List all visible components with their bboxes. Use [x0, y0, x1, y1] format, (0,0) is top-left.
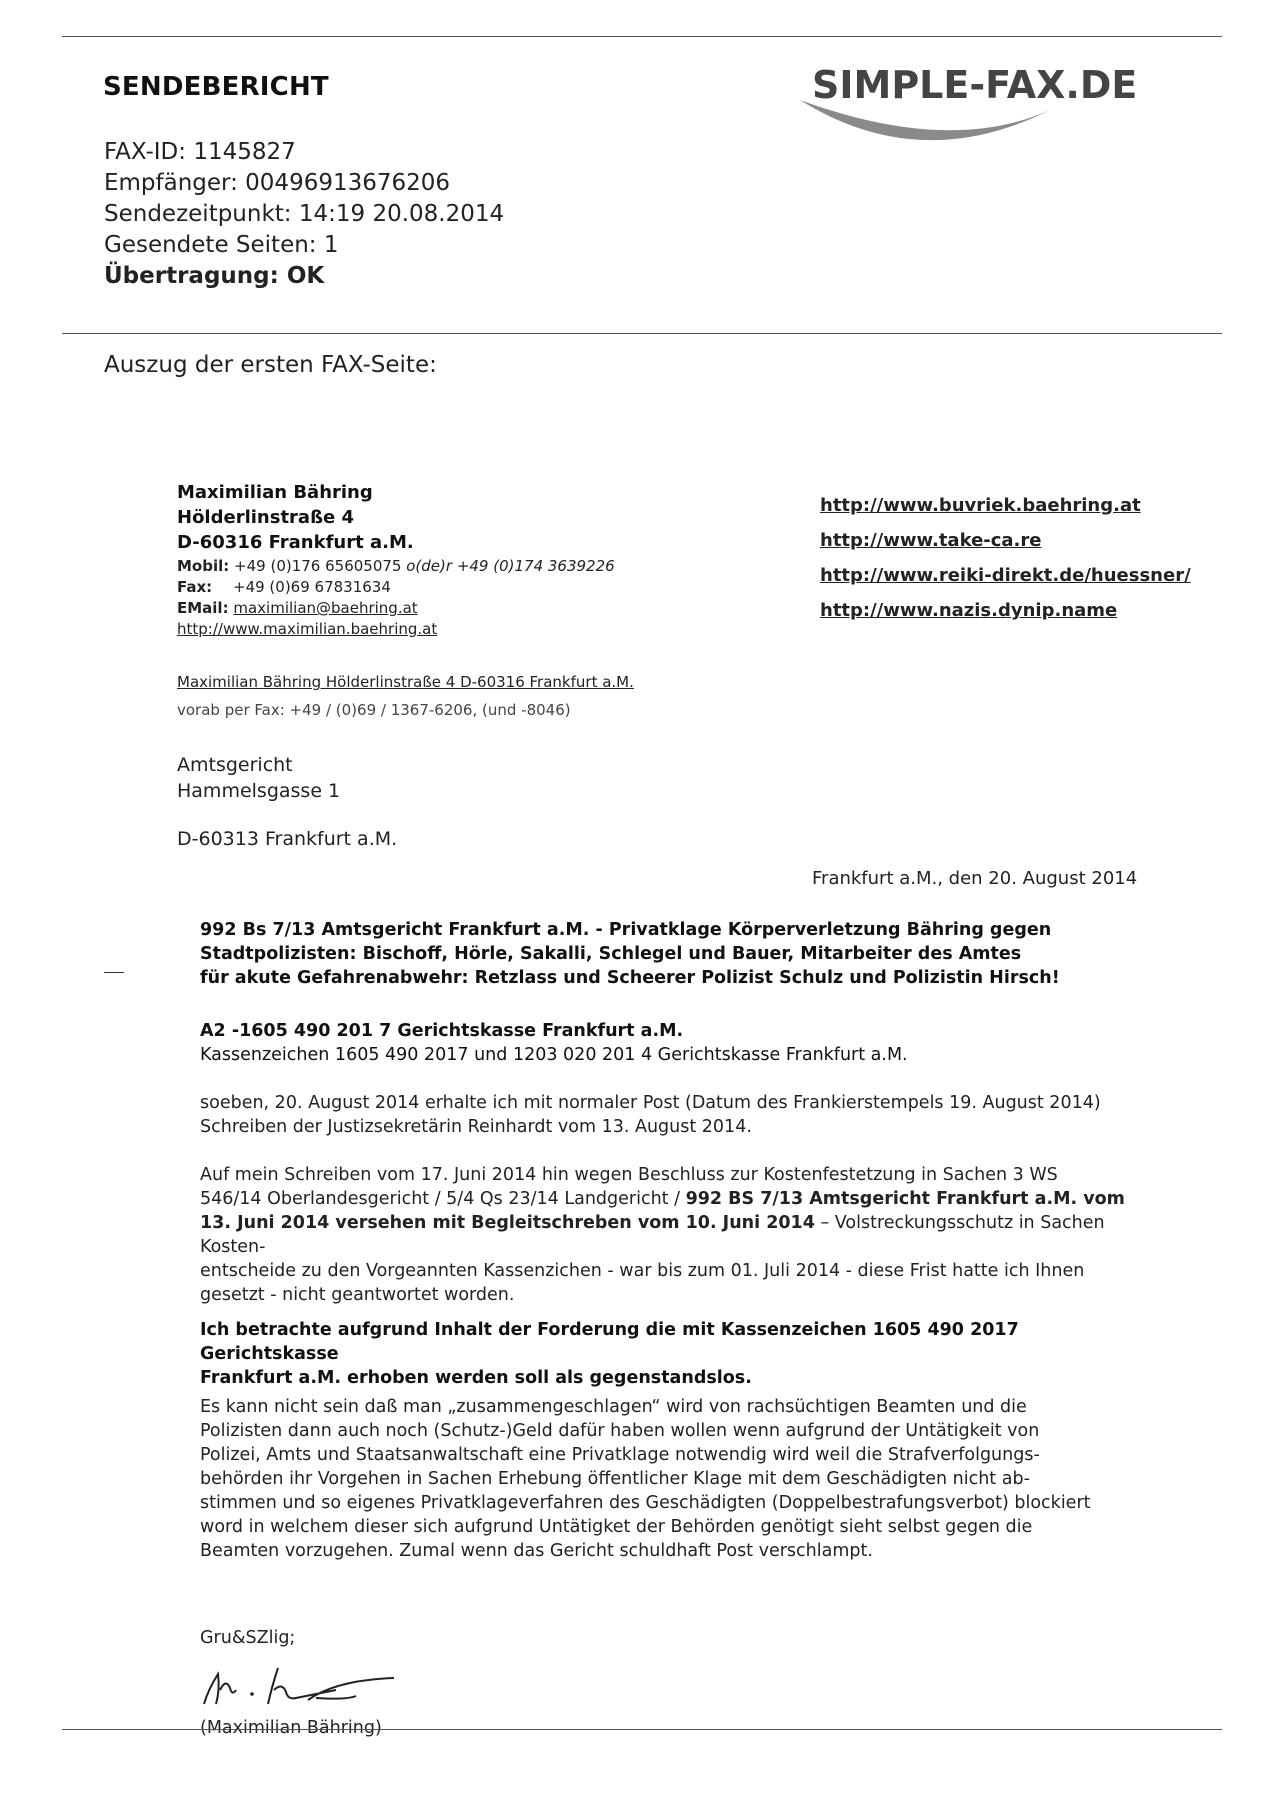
fax-number: +49 (0)69 67831634	[233, 578, 391, 596]
fax-status-block	[104, 137, 504, 292]
paragraph-1	[200, 1091, 1140, 1139]
paragraph-bold-text: 13. Juni 2014 versehen mit Begleitschreben vom 10. Juni 2014	[200, 1213, 815, 1233]
paragraph-line: Auf mein Schreiben vom 17. Juni 2014 hin wegen Beschluss zur Kostenfestetzung in Sachen 3 WS	[200, 1165, 1058, 1185]
paragraph-bold-text: 992 BS 7/13 Amtsgericht Frankfurt a.M. vom	[685, 1189, 1125, 1209]
subject-line: für akute Gefahrenabwehr: Retzlass und Scheerer Polizist Schulz und Polizistin Hirsch!	[200, 968, 1060, 988]
closing-greeting: Gru&SZlig;	[200, 1628, 296, 1648]
subject-block	[200, 918, 1060, 990]
reference-line: Kassenzeichen 1605 490 2017 und 1203 020 201 4 Gerichtskasse Frankfurt a.M.	[200, 1045, 908, 1065]
recipient-address	[177, 752, 397, 852]
sender-name: Maximilian Bähring	[177, 482, 373, 503]
paragraph-line: gesetzt - nicht geantwortet worden.	[200, 1285, 515, 1305]
bottom-divider	[62, 1729, 1222, 1730]
sender-address	[177, 480, 414, 555]
paragraph-line	[200, 1187, 1140, 1211]
return-address: Maximilian Bähring Hölderlinstraße 4 D-60316 Frankfurt a.M.	[177, 673, 634, 691]
paragraph-line	[200, 1211, 1140, 1259]
excerpt-label: Auszug der ersten FAX-Seite:	[104, 352, 437, 378]
paragraph-line: behörden ihr Vorgehen in Sachen Erhebung öffentlicher Klage mit dem Geschädigten nicht ab-	[200, 1469, 1030, 1489]
subject-line: Stadtpolizisten: Bischoff, Hörle, Sakalli, Schlegel und Bauer, Mitarbeiter des Amtes	[200, 944, 1022, 964]
link-item[interactable]: http://www.buvriek.baehring.at	[820, 495, 1141, 516]
link-item[interactable]: http://www.nazis.dynip.name	[820, 600, 1118, 621]
paragraph-line: stimmen und so eigenes Privatklageverfahren des Geschädigten (Doppelbestrafungsverbot) blockiert	[200, 1493, 1091, 1513]
fax-label: Fax:	[177, 578, 213, 596]
reference-bold: A2 -1605 490 201 7 Gerichtskasse Frankfurt a.M.	[200, 1021, 684, 1041]
fold-mark	[104, 972, 124, 973]
subject-line: 992 Bs 7/13 Amtsgericht Frankfurt a.M. - Privatklage Körperverletzung Bähring gegen	[200, 920, 1052, 940]
paragraph-line: Es kann nicht sein daß man „zusammengeschlagen“ wird von rachsüchtigen Beamten und die	[200, 1397, 1027, 1417]
paragraph-text: 546/14 Oberlandesgericht / 5/4 Qs 23/14 Landgericht /	[200, 1189, 686, 1209]
link-item[interactable]: http://www.take-ca.re	[820, 530, 1042, 551]
handwritten-signature	[196, 1660, 416, 1712]
fax-recipient: Empfänger: 00496913676206	[104, 170, 451, 196]
signature-name: (Maximilian Bähring)	[200, 1718, 382, 1738]
mobil-number: +49 (0)176 65605075	[234, 557, 402, 575]
fax-advance-note: vorab per Fax: +49 / (0)69 / 1367-6206, (und -8046)	[177, 701, 571, 719]
paragraph-line: Schreiben der Justizsekretärin Reinhardt vom 13. August 2014.	[200, 1117, 752, 1137]
transmission-status: Übertragung: OK	[104, 263, 325, 289]
sender-street: Hölderlinstraße 4	[177, 507, 355, 528]
paragraph-line: Ich betrachte aufgrund Inhalt der Forderung die mit Kassenzeichen 1605 490 2017 Gerichtskasse	[200, 1320, 1019, 1364]
paragraph-line: Polizisten dann auch noch (Schutz-)Geld dafür haben wollen wenn aufgrund der Untätigkeit von	[200, 1421, 1040, 1441]
paragraph-line: Polizei, Amts und Staatsanwaltschaft eine Privatklage notwendig wird weil die Strafverfolgungs-	[200, 1445, 1040, 1465]
top-divider	[62, 36, 1222, 37]
simple-fax-logo	[800, 60, 1220, 150]
pages-sent: Gesendete Seiten: 1	[104, 232, 339, 258]
reference-block	[200, 1019, 908, 1067]
paragraph-2	[200, 1163, 1140, 1307]
recipient-line-1: Amtsgericht	[177, 754, 293, 776]
fax-id: FAX-ID: 1145827	[104, 139, 296, 165]
mobil-alt-number: o(de)r +49 (0)174 3639226	[406, 557, 615, 575]
paragraph-text: – Volstreckungsschutz in Sachen Kosten-	[200, 1213, 1105, 1257]
recipient-city: D-60313 Frankfurt a.M.	[177, 828, 398, 850]
website-link[interactable]: http://www.maximilian.baehring.at	[177, 620, 438, 638]
email-label: EMail:	[177, 599, 229, 617]
letter-date: Frankfurt a.M., den 20. August 2014	[812, 868, 1138, 889]
paragraph-line: soeben, 20. August 2014 erhalte ich mit normaler Post (Datum des Frankierstempels 19. August 2014)	[200, 1093, 1101, 1113]
sender-city: D-60316 Frankfurt a.M.	[177, 532, 414, 553]
link-list	[820, 488, 1191, 628]
paragraph-4	[200, 1395, 1140, 1563]
link-item[interactable]: http://www.reiki-direkt.de/huessner/	[820, 565, 1191, 586]
mobil-label: Mobil:	[177, 557, 230, 575]
sender-contact	[177, 556, 615, 640]
paragraph-line: entscheide zu den Vorgeannten Kassenzichen - war bis zum 01. Juli 2014 - diese Frist hatte ich Ihnen	[200, 1261, 1085, 1281]
send-time: Sendezeitpunkt: 14:19 20.08.2014	[104, 201, 505, 227]
paragraph-3	[200, 1318, 1140, 1390]
paragraph-line: Frankfurt a.M. erhoben werden soll als gegenstandslos.	[200, 1368, 752, 1388]
header-divider	[62, 333, 1222, 334]
paragraph-line: Beamten vorzugehen. Zumal wenn das Gericht schuldhaft Post verschlampt.	[200, 1541, 873, 1561]
email-link[interactable]: maximilian@baehring.at	[233, 599, 418, 617]
recipient-line-2: Hammelsgasse 1	[177, 780, 341, 802]
report-title: SENDEBERICHT	[103, 72, 329, 102]
logo-text: SIMPLE-FAX.DE	[812, 63, 1138, 107]
paragraph-line: word in welchem dieser sich aufgrund Untätigket der Behörden genötigt sieht selbst gegen die	[200, 1517, 1033, 1537]
